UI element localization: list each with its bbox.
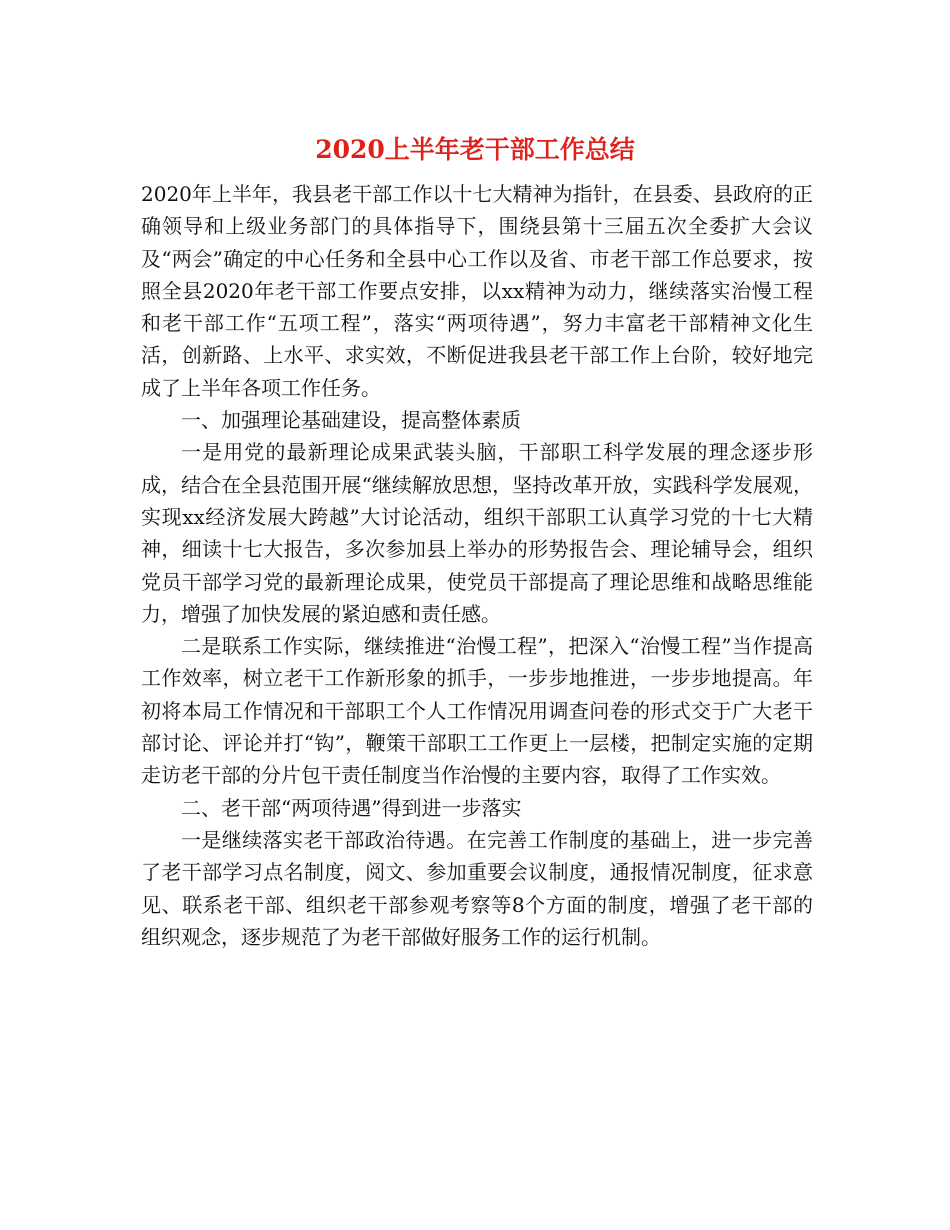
document-title: 2020上半年老干部工作总结 [315,135,635,164]
document-body [141,178,813,953]
section-heading-1: 一、加强理论基础建设，提高整体素质 [181,408,521,433]
section-heading-2: 二、老干部“两项待遇”得到进一步落实 [181,795,522,820]
paragraph-2-1: 一是继续落实老干部政治待遇。在完善工作制度的基础上，进一步完善了老干部学习点名制度，阅文、参加重要会议制度，通报情况制度，征求意见、联系老干部、组织老干部参观考察等8个方面的制度，增强了老干部的组织观念，逐步规范了为老干部做好服务工作的运行机制。 [141,827,813,949]
paragraph-1-1: 一是用党的最新理论成果武装头脑，干部职工科学发展的理念逐步形成，结合在全县范围开展“继续解放思想，坚持改革开放，实践科学发展观，实现xx经济发展大跨越”大讨论活动，组织干部职工认真学习党的十七大精神，细读十七大报告，多次参加县上举办的形势报告会、理论辅导会，组织党员干部学习党的最新理论成果，使党员干部提高了理论思维和战略思维能力，增强了加快发展的紧迫感和责任感。 [141,440,813,626]
paragraph-intro: 2020年上半年，我县老干部工作以十七大精神为指针，在县委、县政府的正确领导和上级业务部门的具体指导下，围绕县第十三届五次全委扩大会议及“两会”确定的中心任务和全县中心工作以及省、市老干部工作总要求，按照全县2020年老干部工作要点安排，以xx精神为动力，继续落实治慢工程和老干部工作“五项工程”，落实“两项待遇”，努力丰富老干部精神文化生活，创新路、上水平、求实效，不断促进我县老干部工作上台阶，较好地完成了上半年各项工作任务。 [141,182,813,400]
paragraph-1-2: 二是联系工作实际，继续推进“治慢工程”，把深入“治慢工程”当作提高工作效率，树立老干工作新形象的抓手，一步步地推进，一步步地提高。年初将本局工作情况和干部职工个人工作情况用调查问卷的形式交于广大老干部讨论、评论并打“钩”，鞭策干部职工工作更上一层楼，把制定实施的定期走访老干部的分片包干责任制度当作治慢的主要内容，取得了工作实效。 [141,634,813,788]
